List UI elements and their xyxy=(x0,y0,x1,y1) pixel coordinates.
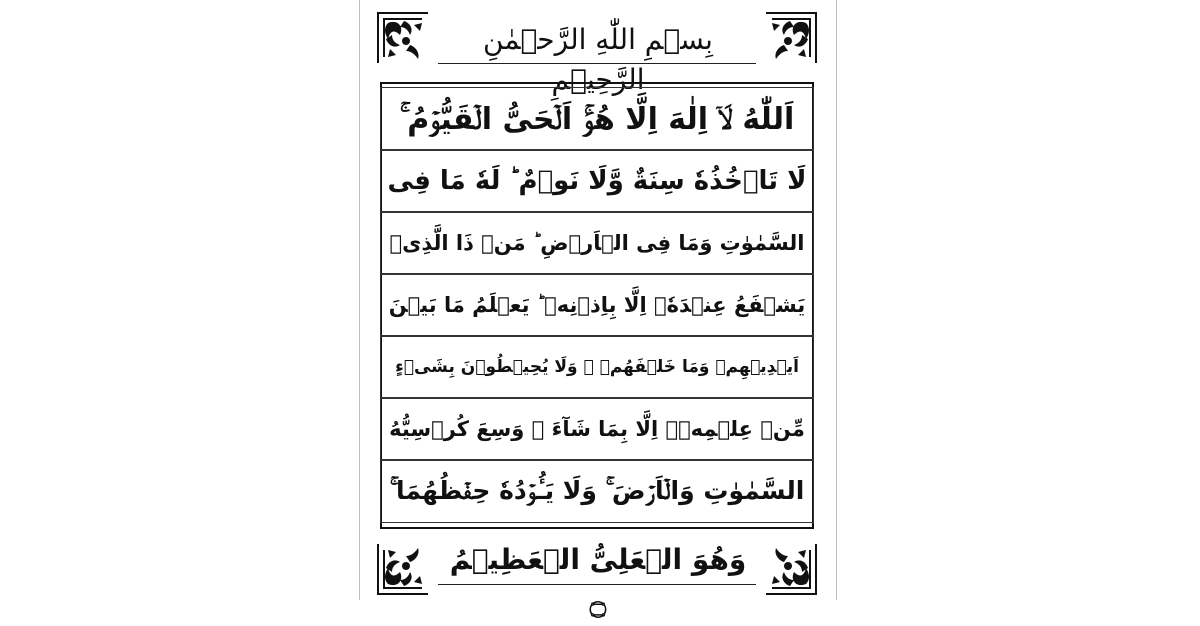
verse-line-7 xyxy=(380,459,814,523)
verse-line-2 xyxy=(380,149,814,213)
floral-corner-ornament-icon xyxy=(374,540,432,598)
bismillah-heading: بِسۡمِ اللّٰهِ الرَّحۡمٰنِ الرَّحِیۡمِ xyxy=(483,23,713,96)
verse-text: مِّنۡ عِلۡمِهٖۤ اِلَّا بِمَا شَآءَ ۚ وَسِعَ كُرۡسِیُّهُ xyxy=(389,417,805,441)
verse-line-1 xyxy=(380,87,814,151)
closing-underline xyxy=(438,584,756,585)
verse-line-3 xyxy=(380,211,814,275)
verse-text: یَشۡفَعُ عِنۡدَهٗۤ اِلَّا بِاِذۡنِهٖ ؕ یَعۡلَمُ مَا بَیۡنَ xyxy=(388,293,806,317)
verse-text: لَا تَاۡخُذُهٗ سِنَةٌ وَّلَا نَوۡمٌ ؕ لَهٗ مَا فِی xyxy=(387,166,807,196)
closing-verse: وَهُوَ الۡعَلِیُّ الۡعَظِیۡمُ ۝ xyxy=(449,543,747,620)
verse-text: السَّمٰوٰتِ وَمَا فِی الۡاَرۡضِ ؕ مَنۡ ذَا الَّذِیۡ xyxy=(389,231,805,255)
heading-underline xyxy=(438,63,756,64)
verse-line-5 xyxy=(380,335,814,399)
verse-line-4 xyxy=(380,273,814,337)
verse-line-6 xyxy=(380,397,814,461)
ayat-ul-kursi-sheet xyxy=(359,0,837,620)
floral-corner-ornament-icon xyxy=(374,9,432,67)
verse-text: السَّمٰوٰتِ وَالۡاَرۡضَ ۚ وَلَا یَـُٔوۡدُهٗ حِفۡظُهُمَا ۚ xyxy=(389,476,805,505)
verse-text: اَیۡدِیۡهِمۡ وَمَا خَلۡفَهُمۡ ۚ وَلَا یُحِیۡطُوۡنَ بِشَیۡءٍ xyxy=(395,357,799,377)
floral-corner-ornament-icon xyxy=(762,540,820,598)
floral-corner-ornament-icon xyxy=(762,9,820,67)
verse-text: اَللّٰهُ لَاۤ اِلٰهَ اِلَّا هُوَۚ اَلۡحَیُّ الۡقَیُّوۡمُ ۚ xyxy=(399,101,795,137)
